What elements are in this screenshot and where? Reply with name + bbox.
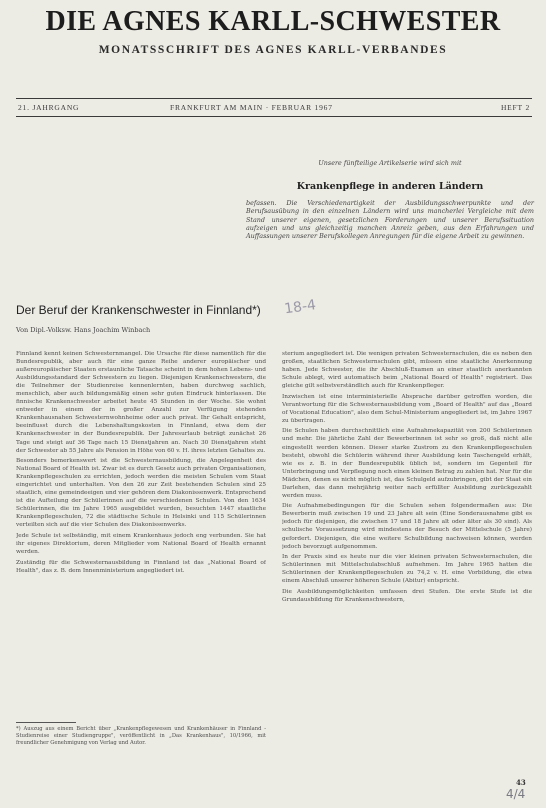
issue-line [18,103,530,115]
handwritten-page-mark: 4/4 [506,787,526,801]
footnote-rule [16,722,76,723]
article-title: Der Beruf der Krankenschwester in Finnland*) [16,303,261,317]
issue-volume: 21. JAHRGANG [18,103,80,112]
handwritten-stamp: 18-4 [283,297,318,318]
paragraph: Finnland kennt keinen Schwesternmangel. Die Ursache für diese namentlich für die Bundesrepublik, aber auch für eine ganze Reihe anderer europäischer und außereuropäischer Staaten erstaunliche Tatsache scheint in dem hohen Lebens- und Ausbildungsstandard der Schwestern zu liegen. Diejenigen Krankenschwestern, die die Teilnehmer der Studienreise kennenlernten, haben durchweg sachlich, menschlich, aber auch bildungsmäßig einen sehr guten Eindruck hinterlassen. Die finnische Krankenschwester arbeitet heute 45 Stunden in der Woche. Sie wohnt entweder in einem der in großer Anzahl zur Verfügung stehenden Krankenhausnahen Schwesternwohnheime oder auch privat. Ihr Gehalt entspricht, beeinflusst durch die Lebenshaltungskosten in Finnland, etwa dem der Krankenschwester in der Bundesrepublik. Der Jahresurlaub beträgt zunächst 26 Tage und steigt auf 36 Tage nach 15 Dienstjahren an. Nach 30 Dienstjahren steht der Schwester ab 55 Jahre als Pension in Höhe von 60 v. H. ihres letzten Gehaltes zu. [16,351,266,454]
intro-lead: Unsere fünfteilige Artikelserie wird sich mit [318,159,462,167]
paragraph: Besonders bemerkenswert ist die Schwesternausbildung, die Angelegenheit des National Board of Health ist. Zwar ist es durch Gesetz auch privaten Organisationen, Krankenpflegeschulen zu errichten, jedoch werden die meisten Schulen vom Staat eingerichtet und unterhalten. Von den 26 zur Zeit bestehenden Schulen sind 25 staatlich, eine gemeindeeigen und vier gehören dem Diakonissenwerk. Entsprechend ist die Aufteilung der Schülerinnen auf die verschiedenen Schulen. Von den 1634 Schülerinnen, die im Jahre 1965 ausgebildet wurden, besuchten 1447 staatliche Krankenpflegeschulen, 72 die städtische Schule in Helsinki und 115 Schülerinnen verteilten sich auf die vier Schulen des Diakonissenwerks. [16,458,266,529]
paragraph: Inzwischen ist eine interministerielle Absprache darüber getroffen worden, die Verantwortung für die Schwesternausbildung vom „Board of Health" auf das „Board of Vocational Education", also dem Schul-Ministerium angegliedert ist, im Jahre 1967 zu übertragen. [282,393,532,424]
footnote: *) Auszug aus einem Bericht über „Krankenpflegewesen und Krankenhäuser in Finnland - Studienreise einer Studiengruppe", veröffentlicht in „Das Krankenhaus", 10/1966, mit freundlicher Genehmigung von Verlag und Autor. [16,726,266,746]
series-heading: Krankenpflege in anderen Ländern [296,181,484,192]
paragraph: Jede Schule ist selbständig, mit einem Krankenhaus jedoch eng verbunden. Sie hat ihr eigenes Direktorium, deren Mitglieder vom National Board of Health ernannt werden. [16,533,266,556]
column-left [16,350,266,717]
paragraph: In der Praxis sind es heute nur die vier kleinen privaten Schwesternschulen, die Schülerinnen mit Mittelschulabschluß aufnehmen. Im Jahre 1965 hatten die Schülerinnen der Krankenpflegeschulen zu 74,2 v. H. eine Vorbildung, die etwa einem Abschluß unserer höheren Schule (Abitur) entspricht. [282,554,532,585]
paragraph: Zuständig für die Schwesternausbildung in Finnland ist das „National Board of Health", das z. B. dem Innenministerium angegliedert ist. [16,559,266,574]
journal-subtitle: MONATSSCHRIFT DES AGNES KARLL-VERBANDES [98,44,448,56]
paragraph: Die Ausbildungsmöglichkeiten umfassen drei Stufen. Die erste Stufe ist die Grundausbildung für Krankenschwestern, [282,588,532,603]
column-right [282,350,532,758]
paragraph: Die Schulen haben durchschnittlich eine Aufnahmekapazität von 200 Schülerinnen und mehr. Die jährliche Zahl der Bewerberinnen ist sehr so groß, daß nicht alle eingestellt werden können. Dieser starke Zustrom zu den Krankenpflegeschulen besteht, obwohl die Schülerin während ihrer Ausbildung kein Taschengeld erhält, wie es z. B. in der Bundesrepublik üblich ist, sondern im Gegenteil für Unterbringung und Verpflegung noch einen kleinen Betrag zu zahlen hat. Nur für die Mädchen, denen es nicht möglich ist, das Schulgeld aufzubringen, gibt der Staat ein Darlehen, das dann mehrjährig weiter nach erfüllter Ausbildung zurückgezahlt werden muss. [282,428,532,499]
masthead [0,6,546,56]
intro-text: befassen. Die Verschiedenartigkeit der Ausbildungsschwerpunkte und der Berufsausübung in den einzelnen Ländern wird uns mancherlei Vergleiche mit dem Stand unserer eigenen, gesetzlichen Forderungen und unserer Berufssituation aufzeigen und uns gleichzeitig manchen Anreiz geben, aus den Erfahrungen und Auffassungen unserer Berufskollegen Anregungen für die eigene Arbeit zu gewinnen. [246,199,534,241]
header-rule-top [16,98,532,99]
article-byline: Von Dipl.-Volksw. Hans Joachim Winbach [16,326,151,334]
journal-title: DIE AGNES KARLL-SCHWESTER [45,6,501,37]
issue-number: HEFT 2 [500,103,530,112]
paragraph: sterium angegliedert ist. Die wenigen privaten Schwesternschulen, die es neben den großen, staatlichen Schwesternschulen gibt, müssen eine staatliche Anerkennung haben. Jede Schwester, die ihr Abschluß-Examen an einer staatlich anerkannten Schule ablegt, wird automatisch beim „National Board of Health" registriert. Das gleiche gilt selbstverständlich auch für Krankenpfleger. [282,351,532,390]
page-number: 43 [516,778,526,787]
paragraph: Die Aufnahmebedingungen für die Schulen sehen folgendermaßen aus: Die Bewerberin muß zwischen 19 und 23 Jahre alt sein (Eine Sonderausnahme gibt es jedoch für diejenigen, die zwischen 17 und 18 Jahre alt oder älter als 30 sind). Als schulische Voraussetzung wird mindestens der Besuch der Mittelschule (5 Jahre) gefordert. Diejenigen, die eine weitere Schulbildung nachweisen können, werden jedoch bevorzugt aufgenommen. [282,503,532,550]
issue-place-date: FRANKFURT AM MAIN · FEBRUAR 1967 [170,103,333,112]
header-rule-bottom [16,116,532,117]
